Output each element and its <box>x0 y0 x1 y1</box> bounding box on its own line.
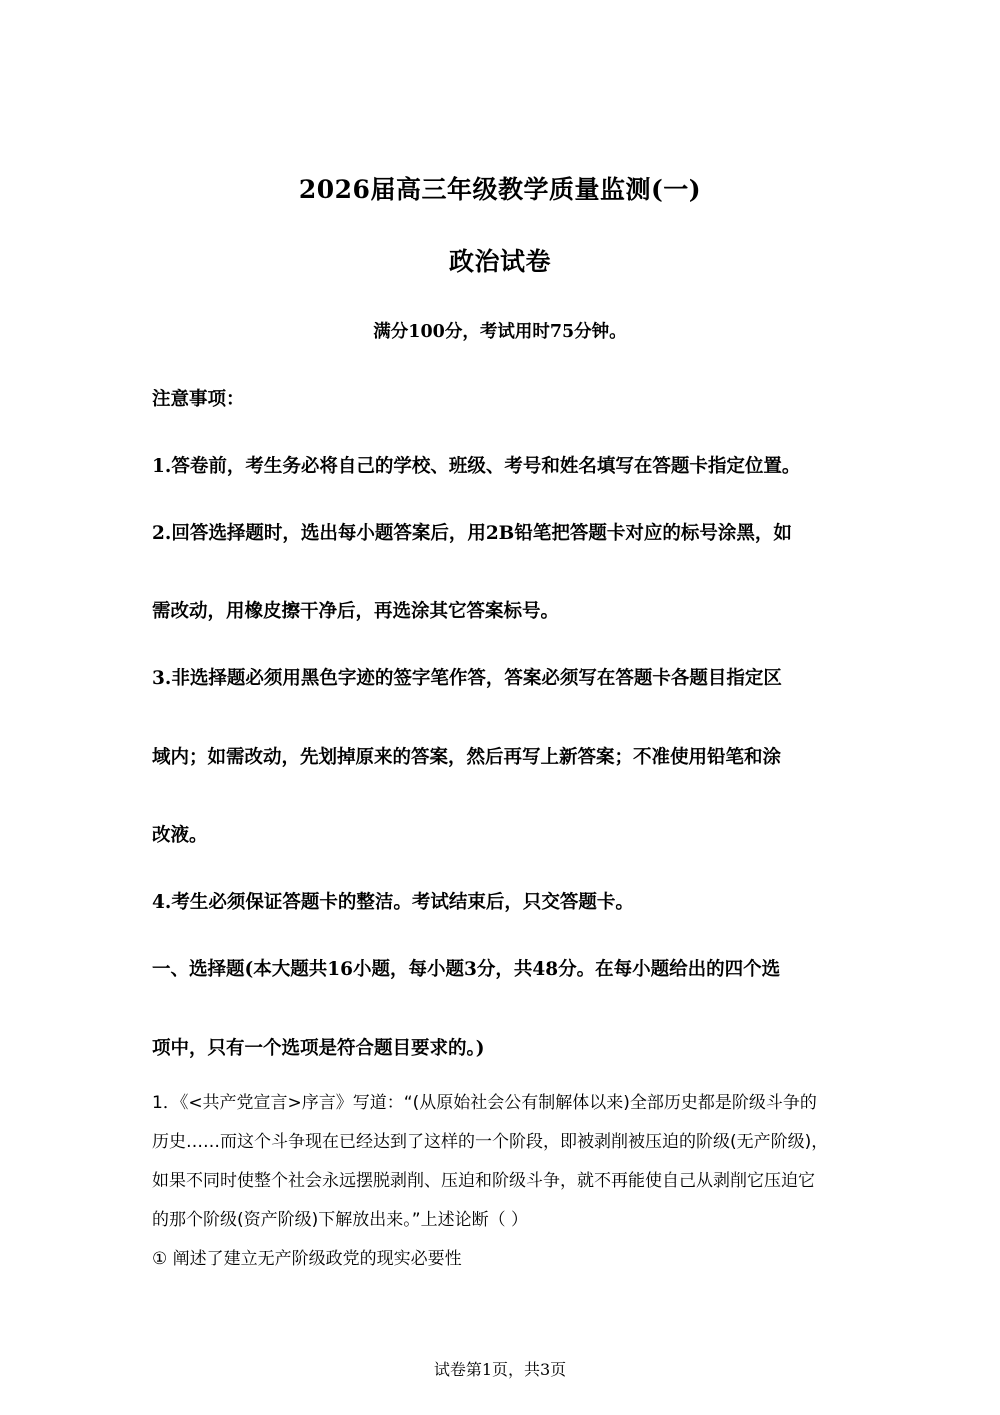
notice-line: 需改动，用橡皮擦干净后，再选涂其它答案标号。 <box>152 601 560 622</box>
section-heading: 项中，只有一个选项是符合题目要求的。) <box>152 1038 485 1059</box>
notice-line: 域内；如需改动，先划掉原来的答案，然后再写上新答案；不准使用铅笔和涂 <box>152 747 782 768</box>
score-info: 满分100分，考试用时75分钟。 <box>373 322 627 342</box>
exam-title: 2026届高三年级教学质量监测(一) <box>298 175 702 204</box>
notice-heading: 注意事项： <box>152 389 245 410</box>
page-number: 试卷第1页，共3页 <box>433 1360 567 1379</box>
section-heading: 一、选择题(本大题共16小题，每小题3分，共48分。在每小题给出的四个选 <box>152 959 781 980</box>
exam-subject: 政治试卷 <box>448 247 551 276</box>
notice-line: 1.答卷前，考生务必将自己的学校、班级、考号和姓名填写在答题卡指定位置。 <box>152 456 801 477</box>
question-1-option: ① 阐述了建立无产阶级政党的现实必要性 <box>152 1249 462 1269</box>
notice-line: 4.考生必须保证答题卡的整洁。考试结束后，只交答题卡。 <box>152 892 634 913</box>
question-1-line: 如果不同时使整个社会永远摆脱剥削、压迫和阶级斗争，就不再能使自己从剥削它压迫它 <box>152 1171 815 1191</box>
question-1-line: 1．《<共产党宣言>序言》写道：“(从原始社会公有制解体以来)全部历史都是阶级斗争的 <box>152 1093 817 1113</box>
notice-line: 3.非选择题必须用黑色字迹的签字笔作答，答案必须写在答题卡各题目指定区 <box>152 668 782 689</box>
notice-line: 2.回答选择题时，选出每小题答案后，用2B铅笔把答题卡对应的标号涂黑，如 <box>152 523 792 544</box>
question-1-line: 历史……而这个斗争现在已经达到了这样的一个阶段，即被剥削被压迫的阶级(无产阶级)， <box>152 1132 829 1152</box>
notice-line: 改液。 <box>152 825 208 846</box>
question-1-line: 的那个阶级(资产阶级)下解放出来。”上述论断（ ） <box>152 1210 528 1230</box>
